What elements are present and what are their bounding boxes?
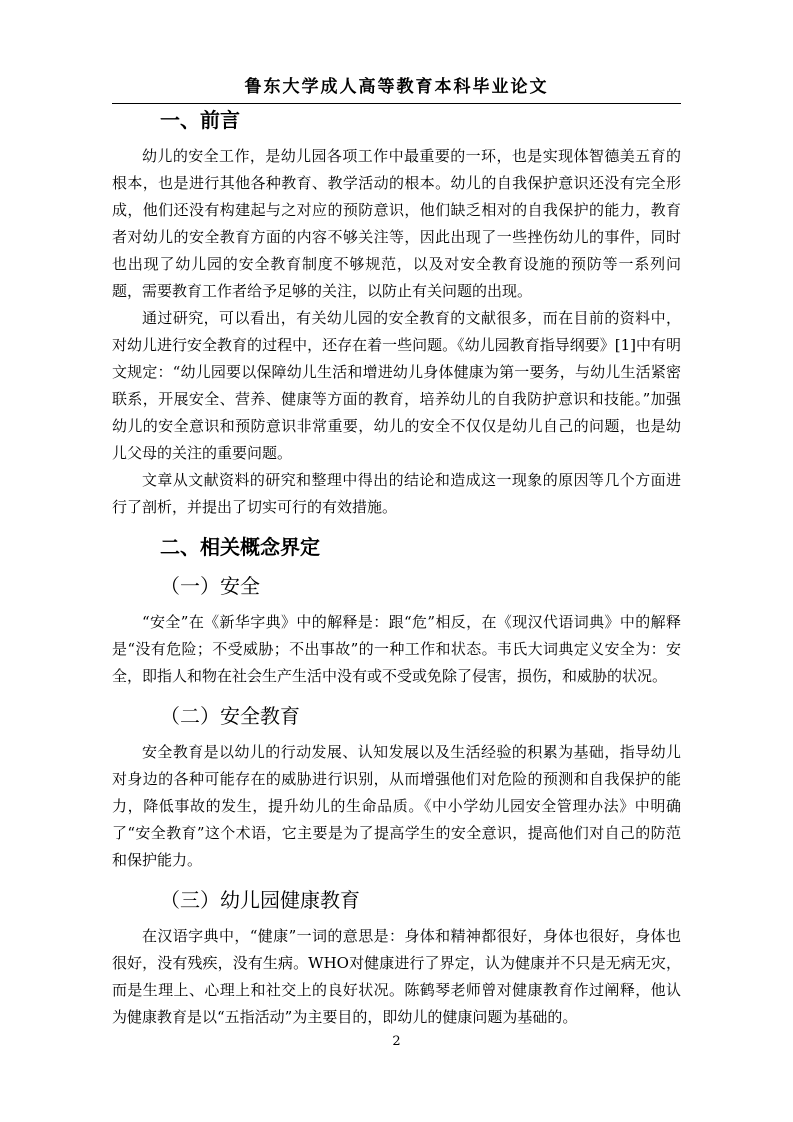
section-heading-preface: 一、前言: [160, 108, 240, 132]
page-number: 2: [392, 1034, 401, 1049]
subsection-heading-safety-education: （二）安全教育: [160, 704, 300, 728]
paragraph-preface-3: 文章从文献资料的研究和整理中得出的结论和造成这一现象的原因等几个方面进行了剖析，并提出了切实可行的有效措施。: [112, 471, 681, 516]
paragraph-preface-2: 通过研究，可以看出，有关幼儿园的安全教育的文献很多，而在目前的资料中，对幼儿进行安全教育的过程中，还存在着一些问题。《幼儿园教育指导纲要》[1]中有明文规定：“幼儿园要以保障幼儿生活和增进幼儿身体健康为第一要务，与幼儿生活紧密联系，开展安全、营养、健康等方面的教育，培养幼儿的自我防护意识和技能。”加强幼儿的安全意识和预防意识非常重要，幼儿的安全不仅仅是幼儿自己的问题，也是幼儿父母的关注的重要问题。: [112, 309, 681, 462]
paragraph-safety: “安全”在《新华字典》中的解释是：跟“危”相反，在《现汉代语词典》中的解释是“没有危险；不受威胁；不出事故”的一种工作和状态。韦氏大词典定义安全为：安全，即指人和物在社会生产生活中没有或不受或免除了侵害，损伤，和威胁的状况。: [112, 613, 681, 685]
subsection-heading-health-education: （三）幼儿园健康教育: [160, 888, 360, 912]
section-heading-concepts: 二、相关概念界定: [160, 535, 320, 559]
subsection-heading-safety: （一）安全: [160, 574, 260, 598]
paragraph-safety-education: 安全教育是以幼儿的行动发展、认知发展以及生活经验的积累为基础，指导幼儿对身边的各种可能存在的威胁进行识别，从而增强他们对危险的预测和自我保护的能力，降低事故的发生，提升幼儿的生命品质。《中小学幼儿园安全管理办法》中明确了“安全教育”这个术语，它主要是为了提高学生的安全意识，提高他们对自己的防范和保护能力。: [112, 743, 681, 869]
page-content: [112, 104, 681, 1031]
running-header: 鲁东大学成人高等教育本科毕业论文: [244, 77, 549, 97]
paragraph-health-education: 在汉语字典中，“健康”一词的意思是：身体和精神都很好，身体也很好，身体也很好，没有残疾，没有生病。WHO对健康进行了界定，认为健康并不只是无病无灾，而是生理上、心理上和社交上的良好状况。陈鹤琴老师曾对健康教育作过阐释，他认为健康教育是以“五指活动”为主要目的，即幼儿的健康问题为基础的。: [112, 927, 681, 1026]
paragraph-preface-1: 幼儿的安全工作，是幼儿园各项工作中最重要的一环，也是实现体智德美五育的根本，也是进行其他各种教育、教学活动的根本。幼儿的自我保护意识还没有完全形成，他们还没有构建起与之对应的预防意识，他们缺乏相对的自我保护的能力，教育者对幼儿的安全教育方面的内容不够关注等，因此出现了一些挫伤幼儿的事件，同时也出现了幼儿园的安全教育制度不够规范，以及对安全教育设施的预防等一系列问题，需要教育工作者给予足够的关注，以防止有关问题的出现。: [112, 147, 681, 300]
